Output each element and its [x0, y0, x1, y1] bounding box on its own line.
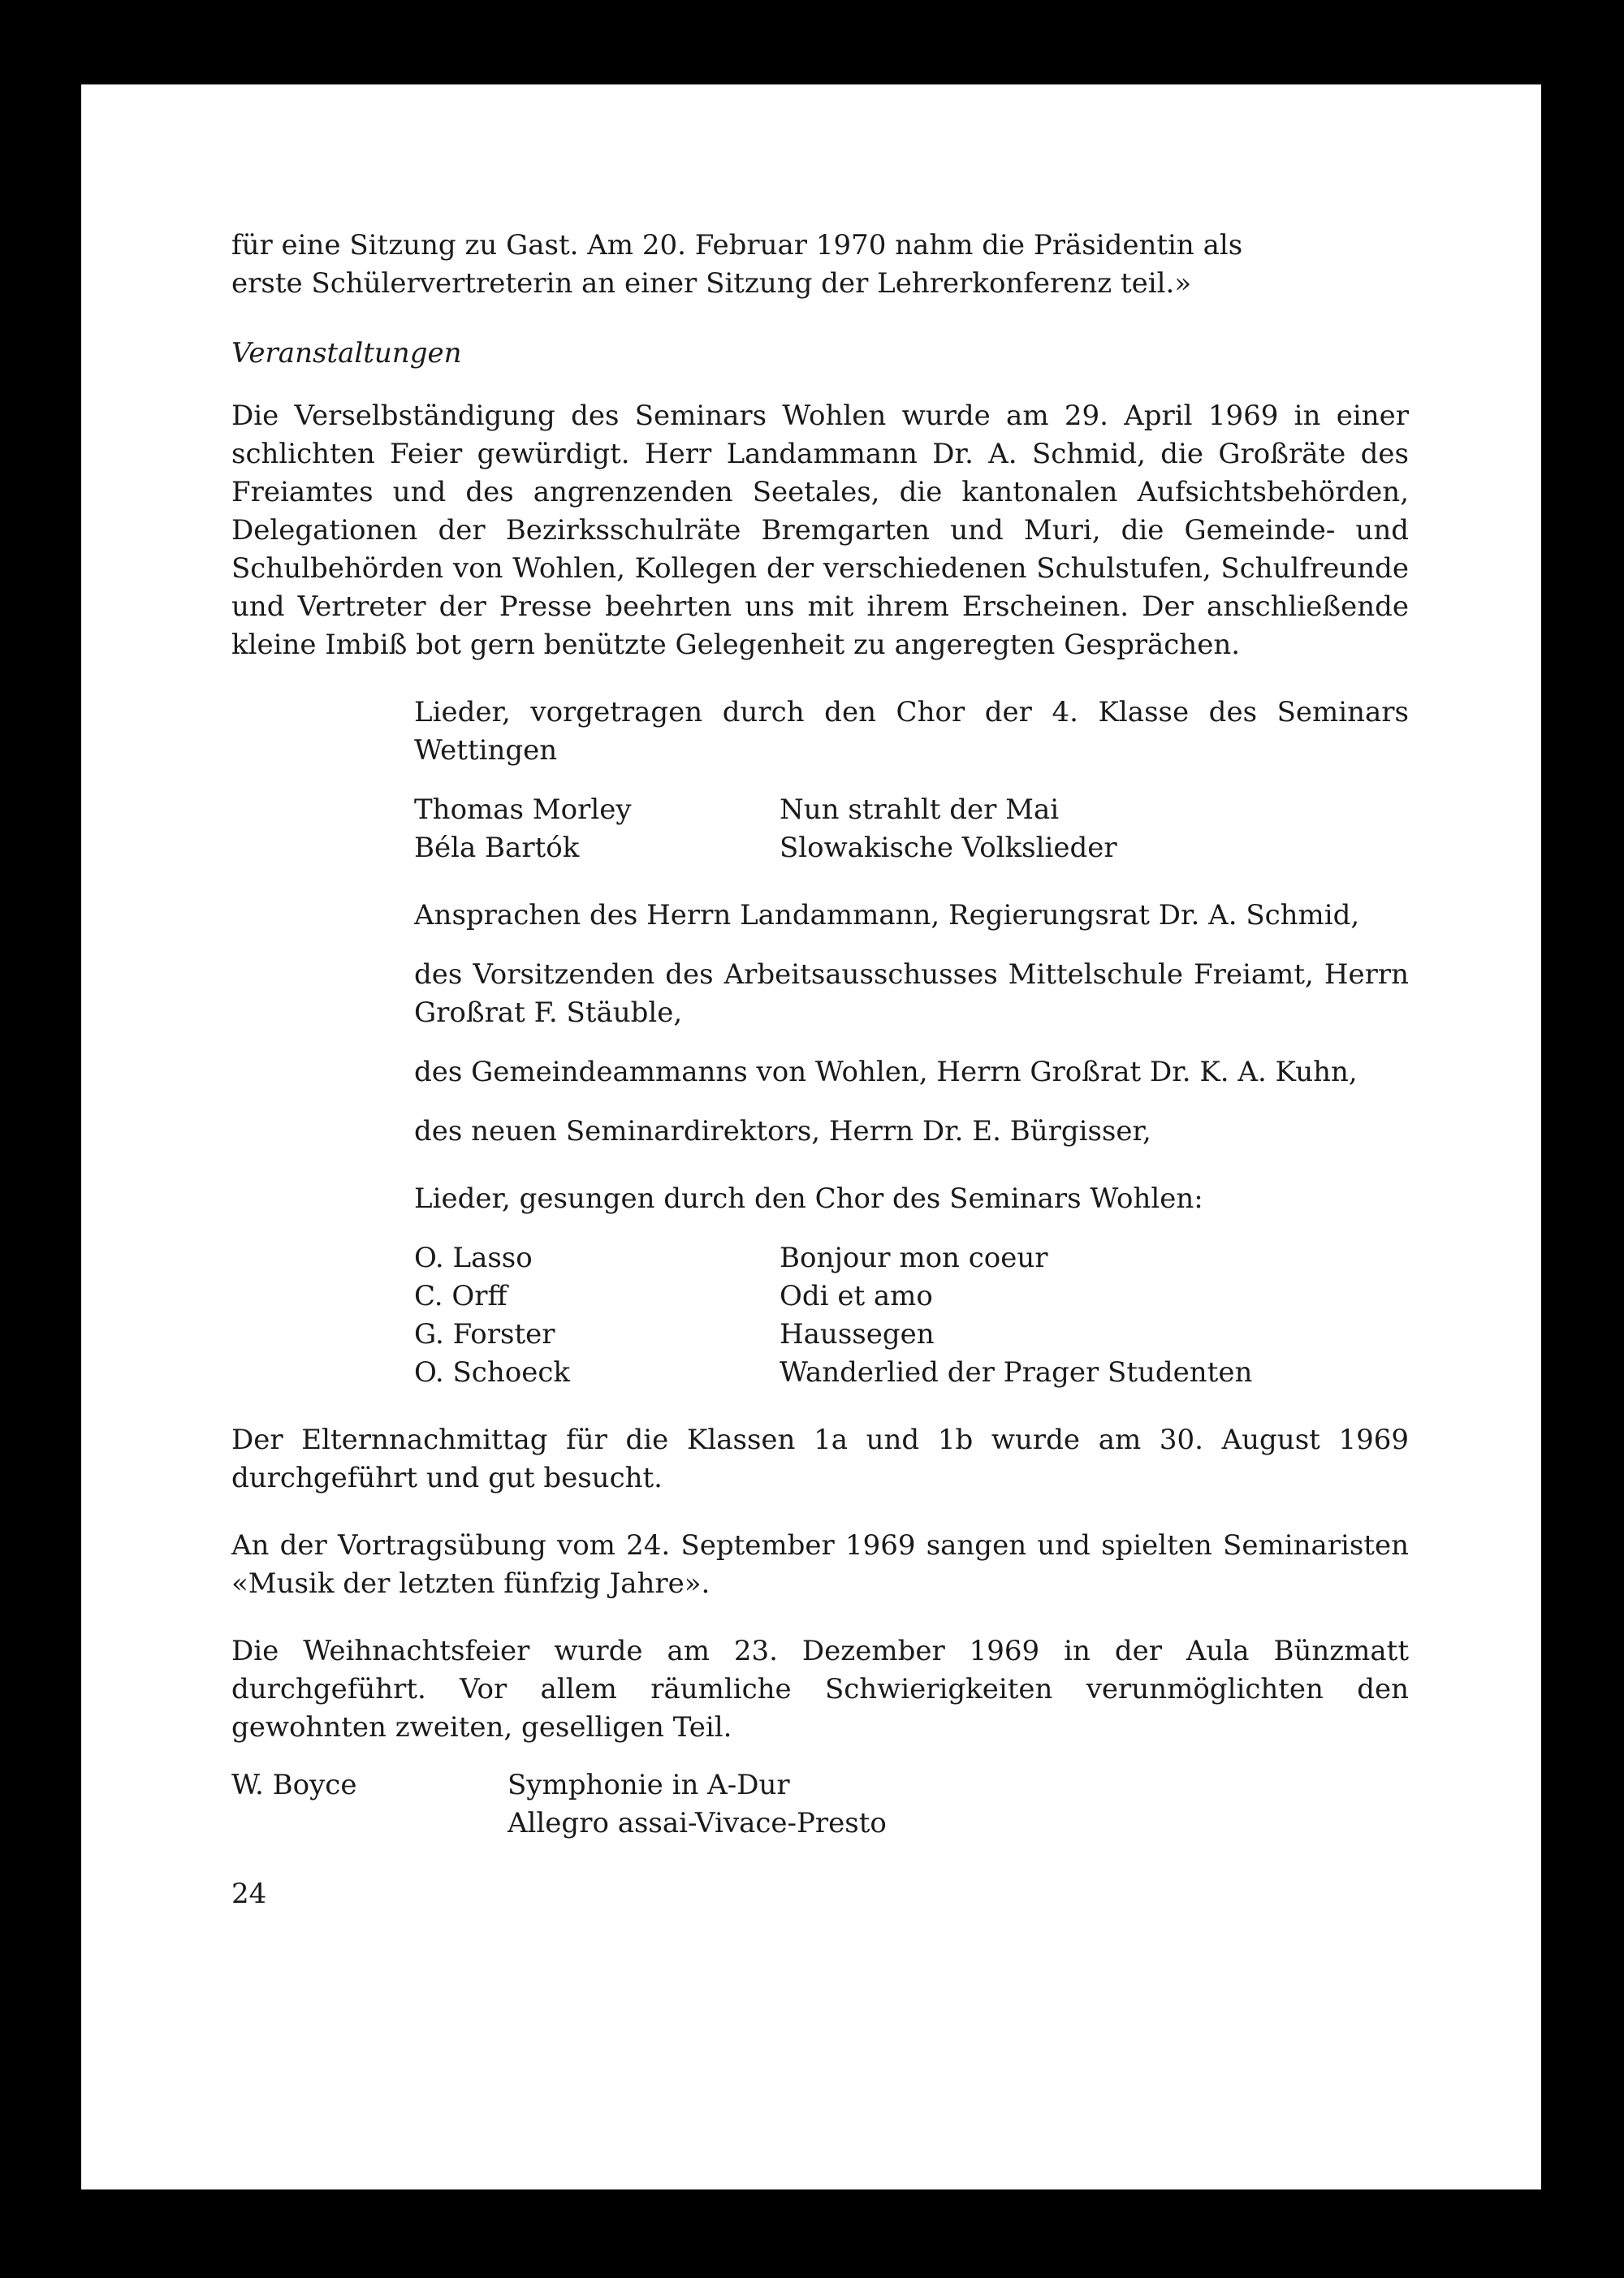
- lieder2-intro: Lieder, gesungen durch den Chor des Seminars Wohlen:: [414, 1182, 1203, 1215]
- paragraph-elternnachmittag: Der Elternnachmittag für die Klassen 1a und 1b wurde am 30. August 1969 durchgeführt und gut besucht.: [231, 1424, 1409, 1494]
- piece-title: Haussegen: [780, 1318, 935, 1351]
- piece-movements: Allegro assai-Vivace-Presto: [508, 1807, 887, 1839]
- document-page: [81, 84, 1541, 2189]
- composer: O. Schoeck: [414, 1356, 570, 1389]
- piece-details: [508, 1766, 1409, 1843]
- paragraph-vortragsuebung: An der Vortragsübung vom 24. September 1969 sangen und spielten Seminaristen «Musik der letzten fünfzig Jahre».: [231, 1529, 1409, 1600]
- piece-title: Wanderlied der Prager Studenten: [780, 1356, 1253, 1389]
- page-number: 24: [231, 1878, 267, 1910]
- paragraph-verselbstaendigung: Die Verselbständigung des Seminars Wohlen wurde am 29. April 1969 in einer schlichten Feier gewürdigt. Herr Landammann Dr. A. Schmid, die Großräte des Freiamtes und des angrenzenden Seetales, die kantonalen Aufsichtsbehörden, Delegationen der Bezirksschulräte Bremgarten und Muri, die Gemeinde- und Schulbehörden von Wohlen, Kollegen der verschiedenen Schulstufen, Schulfreunde und Vertreter der Presse beehrten uns mit ihrem Erscheinen. Der anschließende kleine Imbiß bot gern benützte Gelegenheit zu angeregten Gesprächen.: [231, 400, 1409, 661]
- section-heading: Veranstaltungen: [231, 337, 462, 370]
- speech-1: Ansprachen des Herrn Landammann, Regierungsrat Dr. A. Schmid,: [414, 899, 1360, 932]
- composer: Béla Bartók: [414, 832, 580, 864]
- composer: C. Orff: [414, 1280, 508, 1312]
- piece-title: Bonjour mon coeur: [780, 1242, 1048, 1274]
- speech-3: des Gemeindeammanns von Wohlen, Herrn Großrat Dr. K. A. Kuhn,: [414, 1056, 1358, 1088]
- page-content: [231, 227, 1409, 1913]
- composer: G. Forster: [414, 1318, 555, 1351]
- paragraph-weihnachtsfeier: Die Weihnachtsfeier wurde am 23. Dezember 1969 in der Aula Bünzmatt durchgeführt. Vor allem räumliche Schwierigkeiten verunmöglichten den gewohnten zweiten, geselligen Teil.: [231, 1635, 1409, 1744]
- intro-line-2: erste Schülervertreterin an einer Sitzung der Lehrerkonferenz teil.»: [231, 267, 1192, 300]
- program-block: [414, 694, 1409, 1392]
- final-piece: [231, 1766, 1409, 1843]
- intro-paragraph: [231, 227, 1409, 303]
- composer: Thomas Morley: [414, 793, 632, 826]
- speech-2: des Vorsitzenden des Arbeitsausschusses Mittelschule Freiamt, Herrn Großrat F. Stäuble,: [414, 958, 1409, 1029]
- lieder2-list: [414, 1239, 1409, 1392]
- composer: W. Boyce: [231, 1769, 357, 1801]
- intro-line-1: für eine Sitzung zu Gast. Am 20. Februar 1970 nahm die Präsidentin als: [231, 229, 1243, 262]
- lieder1-intro: Lieder, vorgetragen durch den Chor der 4. Klasse des Seminars Wettingen: [414, 696, 1409, 767]
- piece-title: Symphonie in A-Dur: [508, 1769, 790, 1801]
- speech-4: des neuen Seminardirektors, Herrn Dr. E. Bürgisser,: [414, 1115, 1151, 1148]
- composer: O. Lasso: [414, 1242, 533, 1274]
- piece-title: Slowakische Volkslieder: [780, 832, 1117, 864]
- lieder1-list: [414, 791, 1409, 867]
- piece-title: Odi et amo: [780, 1280, 933, 1312]
- piece-title: Nun strahlt der Mai: [780, 793, 1060, 826]
